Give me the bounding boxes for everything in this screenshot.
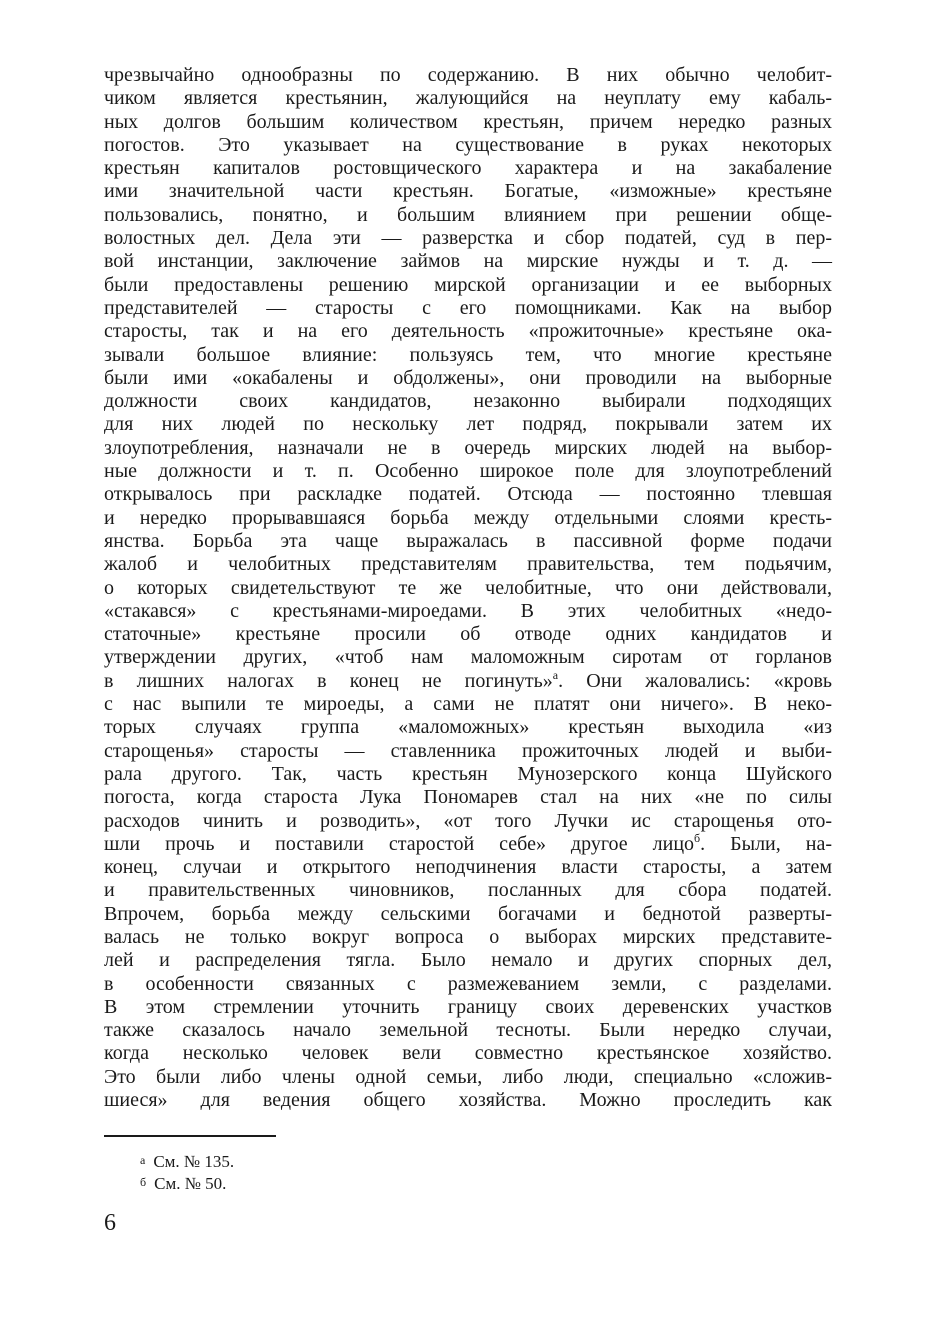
text-line: были ими «окабалены и обдолжены», они проводили на выборные [104,366,832,389]
text-line: Это были либо члены одной семьи, либо люди, специально «сложив- [104,1065,832,1088]
text-line: открывалось при раскладке податей. Отсюда — постоянно тлевшая [104,483,832,506]
text-line: с нас выпили те мироеды, а сами не платят они ничего». В неко- [104,693,832,716]
text-line: В этом стремлении уточнить границу своих деревенских участков [104,995,832,1018]
text-line: и правительственных чиновников, посланных для сбора податей. [104,879,832,902]
text-line: и нередко прорывавшаяся борьба между отдельными слоями кресть- [104,506,832,529]
footnote-ref-b[interactable]: б [694,830,701,845]
text-line-with-footnote-a [104,667,833,693]
text-line: жалоб и челобитных представителям правительства, тем подьячим, [104,553,832,576]
footnote-a [140,1150,234,1172]
text-line: чиком является крестьянин, жалующийся на неуплату ему кабаль- [104,87,832,110]
text-line: чрезвычайно однообразны по содержанию. В них обычно челобит- [104,64,832,86]
footnotes [140,1150,234,1194]
text-line: утверждении других, «чтоб нам маломожным сиротам от горланов [104,646,832,669]
page-number: 6 [104,1210,116,1236]
text-line: зывали большое влияние: пользуясь тем, что многие крестьяне [104,343,832,366]
text-line: крестьян капиталов ростовщического характера и на закабаление [104,157,832,180]
text-line: лей и распределения тягла. Было немало и других спорных дел, [104,949,832,972]
text-line: торых случаях группа «маломожных» крестьян выходила «из [104,716,832,739]
text-line: представителей — старосты с его помощниками. Как на выбор [104,296,832,319]
text-line: расходов чинить и розводить», «от того Лучки ис старощенья ото- [104,809,832,832]
text-segment: в лишних налогах в конец не погинуть» [104,669,553,692]
text-line: ные должности и т. п. Особенно широкое поле для злоупотреблений [104,460,832,483]
text-line: Впрочем, борьба между сельскими богачами и беднотой разверты- [104,902,832,925]
text-line: погоста, когда староста Лука Пономарев стал на них «не по силы [104,786,832,809]
text-segment: . Были, на- [700,832,832,855]
text-line: рала другого. Так, часть крестьян Мунозерского конца Шуйского [104,762,832,785]
footnote-separator [104,1135,276,1137]
text-line: конец, случаи и открытого неподчинения власти старосты, а затем [104,856,832,879]
text-line: для них людей по нескольку лет подряд, покрывали затем их [104,413,832,436]
text-segment: шли прочь и поставили старостой себе» другое лицо [104,832,695,855]
text-line: также сказалось начало земельной тесноты. Были нередко случаи, [104,1019,832,1042]
text-line: старощенья» старосты — ставленника прожиточных людей и выби- [104,739,832,762]
text-segment: . Они жаловались: «кровь [558,669,833,692]
text-line: были предоставлены решению мирской организации и ее выборных [104,273,832,296]
text-line: валась не только вокруг вопроса о выборах мирских представите- [104,925,832,948]
text-line: о которых свидетельствуют те же челобитные, что они действовали, [104,576,832,599]
text-line: янства. Борьба эта чаще выражалась в пассивной форме подачи [104,529,832,552]
footnote-marker: б [140,1175,147,1189]
text-line: когда несколько человек вели совместно крестьянское хозяйство. [104,1042,832,1065]
text-line: ных долгов большим количеством крестьян, причем нередко разных [104,110,832,133]
footnote-marker: а [140,1153,146,1167]
text-line: должности своих кандидатов, незаконно выбирали подходящих [104,390,832,413]
text-line: злоупотребления, назначали не в очередь мирских людей на выбор- [104,436,832,459]
text-line: погостов. Это указывает на существование в руках некоторых [104,133,832,156]
text-line: волостных дел. Дела эти — разверстка и сбор податей, суд в пер- [104,227,832,250]
body-text [104,64,832,1112]
text-line: вой инстанции, заключение займов на мирские нужды и т. д. — [104,250,832,273]
footnote-text: См. № 135. [153,1152,235,1171]
text-line: «стакався» с крестьянами-мироедами. В этих челобитных «недо- [104,599,832,622]
text-line: в особенности связанных с размежеванием земли, с разделами. [104,972,832,995]
text-line: шиеся» для ведения общего хозяйства. Можно проследить как [104,1089,832,1112]
footnote-b [140,1172,234,1194]
footnote-text: См. № 50. [154,1174,227,1193]
text-line: ими значительной части крестьян. Богатые, «изможные» крестьяне [104,180,832,203]
text-line: пользовались, понятно, и большим влиянием при решении обще- [104,203,832,226]
footnote-ref-a[interactable]: а [552,667,559,682]
text-line: статочные» крестьяне просили об отводе одних кандидатов и [104,623,832,646]
text-line-with-footnote-b [104,830,832,856]
text-line: старосты, так и на его деятельность «прожиточные» крестьяне ока- [104,320,832,343]
